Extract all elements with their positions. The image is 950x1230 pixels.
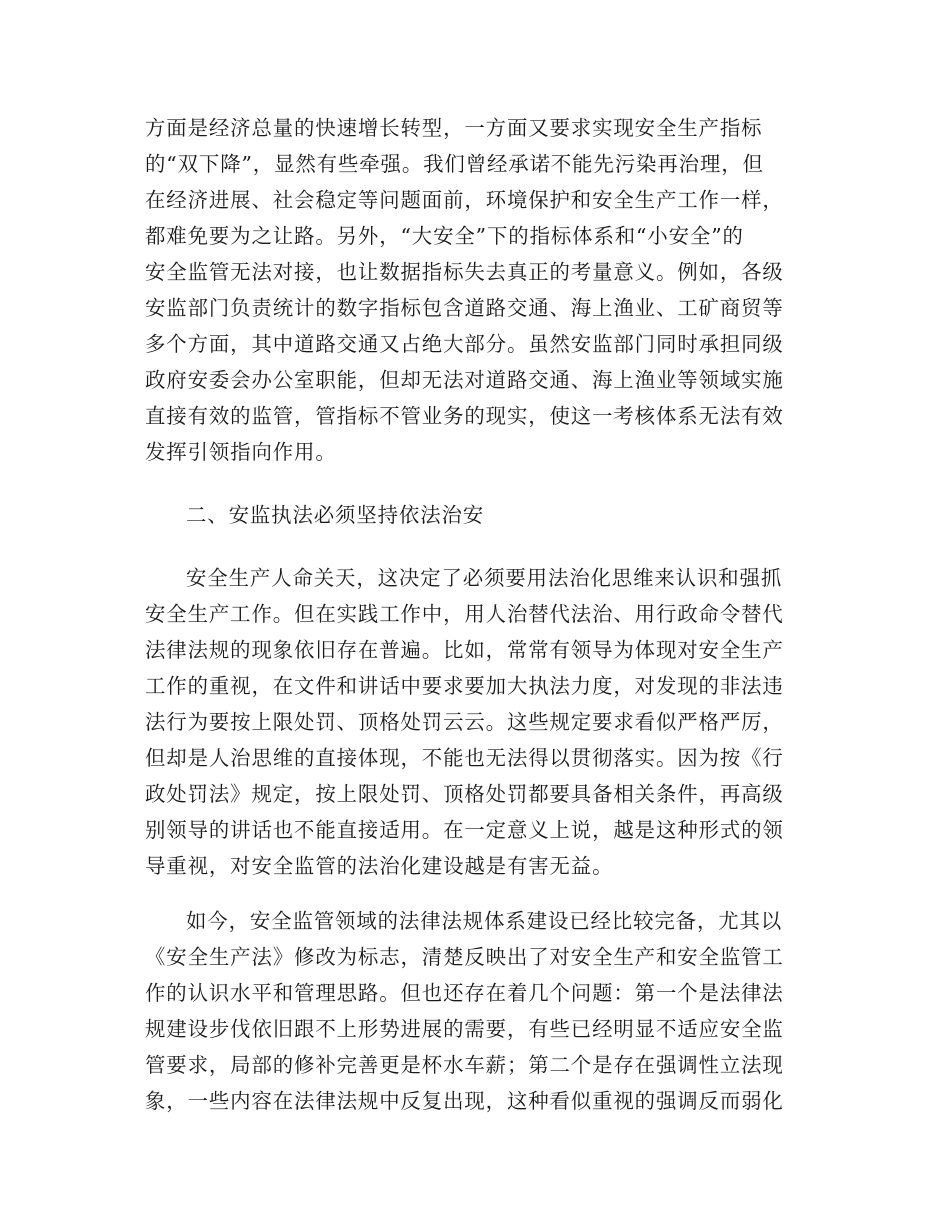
section-heading: 二、安监执法必须坚持依法治安 [186,503,485,527]
paragraph-2-line-3: 法律法规的现象依旧存在普遍。比如，常常有领导为体现对安全生产 [145,638,784,662]
paragraph-2-line-8: 别领导的讲话也不能直接适用。在一定意义上说，越是这种形式的领 [145,818,784,842]
paragraph-2-line-7: 政处罚法》规定，按上限处罚、顶格处罚都要具备相关条件，再高级 [145,782,784,806]
paragraph-1-line-9: 直接有效的监管，管指标不管业务的现实，使这一考核体系无法有效 [145,404,784,428]
paragraph-2-line-9: 导重视，对安全监管的法治化建设越是有害无益。 [145,854,614,878]
paragraph-2-line-5: 法行为要按上限处罚、顶格处罚云云。这些规定要求看似严格严厉， [145,710,784,734]
paragraph-1-line-1: 方面是经济总量的快速增长转型，一方面又要求实现安全生产指标 [145,116,763,140]
paragraph-1-line-7: 多个方面，其中道路交通又占绝大部分。虽然安监部门同时承担同级 [145,332,784,356]
paragraph-1-line-2: 的“双下降”，显然有些牵强。我们曾经承诺不能先污染再治理，但 [145,152,764,176]
paragraph-1-line-10: 发挥引领指向作用。 [145,440,337,464]
paragraph-2-line-4: 工作的重视，在文件和讲话中要求要加大执法力度，对发现的非法违 [145,674,784,698]
paragraph-3-line-6: 象，一些内容在法律法规中反复出现，这种看似重视的强调反而弱化 [145,1089,784,1113]
paragraph-1-line-8: 政府安委会办公室职能，但却无法对道路交通、海上渔业等领域实施 [145,368,784,392]
paragraph-2-line-1: 安全生产人命关天，这决定了必须要用法治化思维来认识和强抓 [186,566,783,590]
paragraph-1-line-5: 安全监管无法对接，也让数据指标失去真正的考量意义。例如，各级 [145,260,784,284]
paragraph-3-line-5: 管要求，局部的修补完善更是杯水车薪；第二个是存在强调性立法现 [145,1053,784,1077]
paragraph-1-line-6: 安监部门负责统计的数字指标包含道路交通、海上渔业、工矿商贸等 [145,296,784,320]
paragraph-3-line-2: 《安全生产法》修改为标志，清楚反映出了对安全生产和安全监管工 [145,945,784,969]
paragraph-3-line-4: 规建设步伐依旧跟不上形势进展的需要，有些已经明显不适应安全监 [145,1017,784,1041]
paragraph-1-line-3: 在经济进展、社会稳定等问题面前，环境保护和安全生产工作一样， [145,188,784,212]
paragraph-3-line-3: 作的认识水平和管理思路。但也还存在着几个问题：第一个是法律法 [145,981,784,1005]
paragraph-2-line-2: 安全生产工作。但在实践工作中，用人治替代法治、用行政命令替代 [145,602,784,626]
paragraph-1-line-4: 都难免要为之让路。另外，“大安全”下的指标体系和“小安全”的 [145,224,744,248]
paragraph-2-line-6: 但却是人治思维的直接体现，不能也无法得以贯彻落实。因为按《行 [145,746,784,770]
paragraph-3-line-1: 如今，安全监管领域的法律法规体系建设已经比较完备，尤其以 [186,909,783,933]
